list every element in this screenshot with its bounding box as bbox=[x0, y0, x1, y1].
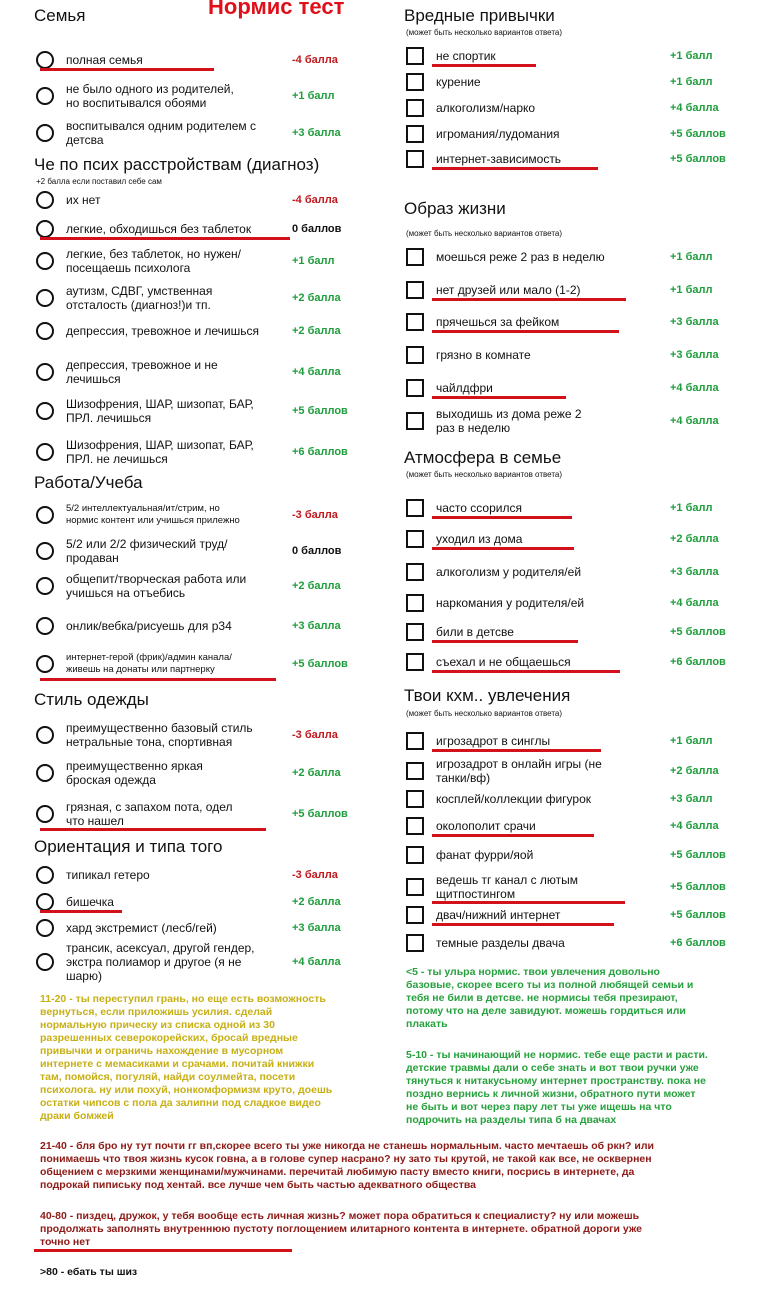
highlight-underline bbox=[432, 396, 566, 399]
radio-button[interactable] bbox=[36, 322, 54, 340]
option-points: +6 баллов bbox=[670, 937, 726, 949]
option-points: 0 баллов bbox=[292, 223, 342, 235]
highlight-underline bbox=[432, 670, 620, 673]
checkbox[interactable] bbox=[406, 762, 424, 780]
checkbox[interactable] bbox=[406, 281, 424, 299]
option-label: игрозадрот в синглы bbox=[436, 734, 551, 748]
checkbox[interactable] bbox=[406, 846, 424, 864]
option-label: хард экстремист (лесб/гей) bbox=[66, 921, 217, 935]
option-label: легкие, обходишься без таблеток bbox=[66, 222, 252, 236]
option-label: съехал и не общаешься bbox=[436, 655, 571, 669]
radio-button[interactable] bbox=[36, 191, 54, 209]
section-title: Твои кхм.. увлечения bbox=[404, 686, 571, 705]
option-label: часто ссорился bbox=[436, 501, 522, 515]
option-points: +1 балл bbox=[670, 735, 713, 747]
option-label: выходишь из дома реже 2 раз в неделю bbox=[436, 407, 582, 435]
option-label: околополит срачи bbox=[436, 819, 536, 833]
answer-option[interactable] bbox=[34, 611, 394, 641]
checkbox[interactable] bbox=[406, 790, 424, 808]
checkbox[interactable] bbox=[406, 878, 424, 896]
option-label: депрессия, тревожное и лечишься bbox=[66, 324, 259, 338]
option-label: били в детсве bbox=[436, 625, 514, 639]
radio-button[interactable] bbox=[36, 289, 54, 307]
checkbox[interactable] bbox=[406, 47, 424, 65]
answer-option[interactable] bbox=[404, 784, 764, 814]
option-label: игрозадрот в онлайн игры (не танки/вф) bbox=[436, 757, 602, 785]
highlight-underline bbox=[432, 64, 536, 67]
option-points: +1 балл bbox=[670, 284, 713, 296]
option-points: +3 балла bbox=[670, 316, 719, 328]
option-points: +3 балла bbox=[292, 922, 341, 934]
option-points: +3 балл bbox=[670, 793, 713, 805]
option-points: +1 балл bbox=[670, 50, 713, 62]
checkbox[interactable] bbox=[406, 563, 424, 581]
option-points: -3 балла bbox=[292, 509, 338, 521]
section-title: Стиль одежды bbox=[34, 690, 149, 709]
result-text: 5-10 - ты начинающий не нормис. тебе еще расти и расти. детские травмы дали о себе знать и вот твои ручки уже тянуться к нитакусьному интернет пространству. пока не поздно вернись к личной жизни, обратного пути может не быть и вот через пару лет ты уже ищешь на что подрочить на разделы типа б на двачах bbox=[406, 1049, 708, 1126]
highlight-underline bbox=[40, 68, 214, 71]
checkbox[interactable] bbox=[406, 346, 424, 364]
result-text: <5 - ты ульра нормис. твои увлечения довольно базовые, скорее всего ты из полной любящей семьи и тебя не били в детсве. не нормисы тебя презирают, потому что на деле завидуют. можешь гордиться или плакать bbox=[406, 966, 694, 1030]
radio-button[interactable] bbox=[36, 726, 54, 744]
checkbox[interactable] bbox=[406, 313, 424, 331]
option-label: темные разделы двача bbox=[436, 936, 565, 950]
checkbox[interactable] bbox=[406, 412, 424, 430]
radio-button[interactable] bbox=[36, 866, 54, 884]
option-points: +2 балла bbox=[292, 767, 341, 779]
radio-button[interactable] bbox=[36, 220, 54, 238]
checkbox[interactable] bbox=[406, 379, 424, 397]
option-points: +5 баллов bbox=[670, 128, 726, 140]
radio-button[interactable] bbox=[36, 252, 54, 270]
checkbox[interactable] bbox=[406, 125, 424, 143]
option-label: воспитывался одним родителем с детсва bbox=[66, 119, 256, 147]
answer-option[interactable] bbox=[404, 756, 764, 786]
option-label: Шизофрения, ШАР, шизопат, БАР, ПРЛ. лечишься bbox=[66, 397, 254, 425]
answer-option[interactable] bbox=[34, 118, 394, 148]
option-label: типикал гетеро bbox=[66, 868, 150, 882]
section-note: (может быть несколько вариантов ответа) bbox=[406, 709, 563, 718]
result-text: >80 - ебать ты шиз bbox=[40, 1266, 138, 1278]
answer-option[interactable] bbox=[34, 283, 394, 313]
option-points: +1 балл bbox=[670, 76, 713, 88]
radio-button[interactable] bbox=[36, 542, 54, 560]
option-label: депрессия, тревожное и не лечишься bbox=[66, 358, 218, 386]
radio-button[interactable] bbox=[36, 363, 54, 381]
option-points: +5 баллов bbox=[670, 881, 726, 893]
option-points: -3 балла bbox=[292, 869, 338, 881]
checkbox[interactable] bbox=[406, 99, 424, 117]
option-label: трансик, асексуал, другой гендер, экстра полиамор и другое (я не шарю) bbox=[66, 941, 255, 983]
option-points: -4 балла bbox=[292, 54, 338, 66]
highlight-underline bbox=[432, 923, 614, 926]
answer-option[interactable] bbox=[34, 758, 394, 788]
checkbox[interactable] bbox=[406, 732, 424, 750]
option-label: 5/2 или 2/2 физический труд/ продаван bbox=[66, 537, 228, 565]
checkbox[interactable] bbox=[406, 73, 424, 91]
answer-option[interactable] bbox=[404, 928, 764, 958]
option-label: наркомания у родителя/ей bbox=[436, 596, 585, 610]
option-points: +1 балл bbox=[292, 90, 335, 102]
radio-button[interactable] bbox=[36, 51, 54, 69]
option-points: +4 балла bbox=[670, 820, 719, 832]
option-label: преимущественно базовый стиль нетральные тона, спортивная bbox=[66, 721, 253, 749]
option-points: +5 баллов bbox=[292, 658, 348, 670]
radio-button[interactable] bbox=[36, 764, 54, 782]
option-points: +5 баллов bbox=[292, 405, 348, 417]
option-points: +5 баллов bbox=[670, 626, 726, 638]
option-points: +6 баллов bbox=[670, 656, 726, 668]
option-points: +1 балл bbox=[670, 251, 713, 263]
section-title: Семья bbox=[34, 6, 86, 25]
radio-button[interactable] bbox=[36, 655, 54, 673]
option-label: двач/нижний интернет bbox=[436, 908, 561, 922]
section-title: Работа/Учеба bbox=[34, 473, 143, 492]
highlight-underline bbox=[40, 828, 266, 831]
option-label: полная семья bbox=[66, 53, 143, 67]
answer-option[interactable] bbox=[34, 316, 394, 346]
option-label: не было одного из родителей, но воспитывался обоями bbox=[66, 82, 234, 110]
checkbox[interactable] bbox=[406, 623, 424, 641]
section-title: Атмосфера в семье bbox=[404, 448, 562, 467]
option-label: курение bbox=[436, 75, 481, 89]
option-label: интернет-зависимость bbox=[436, 152, 562, 166]
section-title: Образ жизни bbox=[404, 199, 506, 218]
option-label: игромания/лудомания bbox=[436, 127, 560, 141]
option-points: +3 балла bbox=[670, 349, 719, 361]
option-points: +3 балла bbox=[292, 127, 341, 139]
answer-option[interactable] bbox=[34, 649, 394, 679]
section-note: (может быть несколько вариантов ответа) bbox=[406, 470, 563, 479]
section-note: +2 балла если поставил себе сам bbox=[36, 177, 162, 186]
radio-button[interactable] bbox=[36, 506, 54, 524]
option-label: их нет bbox=[66, 193, 101, 207]
option-points: +3 балла bbox=[292, 620, 341, 632]
checkbox[interactable] bbox=[406, 248, 424, 266]
option-points: +2 балла bbox=[292, 896, 341, 908]
checkbox[interactable] bbox=[406, 906, 424, 924]
answer-option[interactable] bbox=[34, 799, 394, 829]
answer-option[interactable] bbox=[34, 720, 394, 750]
option-points: +4 балла bbox=[670, 415, 719, 427]
answer-option[interactable] bbox=[34, 81, 394, 111]
answer-option[interactable] bbox=[34, 357, 394, 387]
option-label: моешься реже 2 раз в неделю bbox=[436, 250, 605, 264]
answer-option[interactable] bbox=[34, 860, 394, 890]
option-points: +3 балла bbox=[670, 566, 719, 578]
option-points: +4 балла bbox=[670, 597, 719, 609]
checkbox[interactable] bbox=[406, 530, 424, 548]
option-label: уходил из дома bbox=[436, 532, 523, 546]
answer-option[interactable] bbox=[34, 571, 394, 601]
option-label: чайлдфри bbox=[436, 381, 493, 395]
option-label: косплей/коллекции фигурок bbox=[436, 792, 592, 806]
option-points: +2 балла bbox=[670, 765, 719, 777]
answer-option[interactable] bbox=[34, 913, 394, 943]
option-points: -3 балла bbox=[292, 729, 338, 741]
page-title: Нормис тест bbox=[208, 0, 345, 19]
highlight-underline bbox=[432, 298, 626, 301]
highlight-underline bbox=[34, 1249, 292, 1252]
option-points: +2 балла bbox=[670, 533, 719, 545]
option-label: не спортик bbox=[436, 49, 496, 63]
option-label: алкоголизм/нарко bbox=[436, 101, 536, 115]
radio-button[interactable] bbox=[36, 919, 54, 937]
answer-option[interactable] bbox=[34, 536, 394, 566]
option-label: аутизм, СДВГ, умственная отсталость (диагноз!)и тп. bbox=[66, 284, 213, 312]
answer-option[interactable] bbox=[404, 242, 764, 272]
option-points: 0 баллов bbox=[292, 545, 342, 557]
answer-option[interactable] bbox=[34, 500, 394, 530]
option-label: общепит/творческая работа или учишься на отъебись bbox=[66, 572, 247, 600]
option-label: грязно в комнате bbox=[436, 348, 531, 362]
highlight-underline bbox=[432, 640, 578, 643]
checkbox[interactable] bbox=[406, 150, 424, 168]
option-label: преимущественно яркая броская одежда bbox=[66, 759, 203, 787]
option-points: +2 балла bbox=[292, 292, 341, 304]
highlight-underline bbox=[40, 237, 290, 240]
highlight-underline bbox=[432, 330, 619, 333]
option-points: +1 балл bbox=[670, 502, 713, 514]
option-points: +4 балла bbox=[292, 366, 341, 378]
option-label: алкоголизм у родителя/ей bbox=[436, 565, 582, 579]
radio-button[interactable] bbox=[36, 402, 54, 420]
section-title: Ориентация и типа того bbox=[34, 837, 223, 856]
checkbox[interactable] bbox=[406, 817, 424, 835]
option-points: +5 баллов bbox=[670, 153, 726, 165]
option-label: грязная, с запахом пота, одел что нашел bbox=[66, 800, 233, 828]
option-points: +2 балла bbox=[292, 580, 341, 592]
option-label: бишечка bbox=[66, 895, 114, 909]
answer-option[interactable] bbox=[404, 872, 764, 902]
result-text: 11-20 - ты переступил грань, но еще есть возможность вернуться, если приложишь усилия. сделай нормальную прическу из списка одной из 30 разрешенных северокорейских, бросай вредные привычки и ограничь нахождение в мусорном интернете с мемасиками и срачами. почитай книжки там, помойся, погуляй, найди соулмейта, посети психолога. ну или похуй, нонкомформизм круто, доешь остатки чипсов с пола да залипни под сладкое видео драки бомжей bbox=[40, 993, 333, 1122]
answer-option[interactable] bbox=[404, 588, 764, 618]
radio-button[interactable] bbox=[36, 617, 54, 635]
answer-option[interactable] bbox=[404, 557, 764, 587]
option-label: фанат фурри/яой bbox=[436, 848, 534, 862]
answer-option[interactable] bbox=[34, 437, 394, 467]
highlight-underline bbox=[40, 678, 276, 681]
radio-button[interactable] bbox=[36, 443, 54, 461]
option-points: +5 баллов bbox=[292, 808, 348, 820]
radio-button[interactable] bbox=[36, 87, 54, 105]
checkbox[interactable] bbox=[406, 594, 424, 612]
option-points: +5 баллов bbox=[670, 849, 726, 861]
option-label: 5/2 интеллектуальная/ит/стрим, но нормис контент или учишься прилежно bbox=[66, 503, 240, 526]
answer-option[interactable] bbox=[34, 185, 394, 215]
highlight-underline bbox=[432, 749, 601, 752]
answer-option[interactable] bbox=[34, 396, 394, 426]
answer-option[interactable] bbox=[34, 246, 394, 276]
radio-button[interactable] bbox=[36, 805, 54, 823]
option-label: онлик/вебка/рисуешь для р34 bbox=[66, 619, 232, 633]
option-points: +4 балла bbox=[670, 382, 719, 394]
option-label: легкие, без таблеток, но нужен/ посещаешь психолога bbox=[66, 247, 241, 275]
radio-button[interactable] bbox=[36, 953, 54, 971]
section-note: (может быть несколько вариантов ответа) bbox=[406, 28, 563, 37]
option-label: ведешь тг канал с лютым щитпостингом bbox=[436, 873, 579, 901]
highlight-underline bbox=[432, 901, 625, 904]
answer-option[interactable] bbox=[34, 941, 394, 983]
option-label: интернет-герой (фрик)/админ канала/ живешь на донаты или партнерку bbox=[66, 652, 232, 675]
answer-option[interactable] bbox=[404, 340, 764, 370]
highlight-underline bbox=[432, 516, 572, 519]
checkbox[interactable] bbox=[406, 934, 424, 952]
radio-button[interactable] bbox=[36, 577, 54, 595]
option-label: Шизофрения, ШАР, шизопат, БАР, ПРЛ. не лечишься bbox=[66, 438, 254, 466]
result-text: 21-40 - бля бро ну тут почти гг вп,скорее всего ты уже никогда не станешь нормальным. часто мечтаешь об ркн? или понимаешь что твоя жизнь кусок говна, а в голове супер насрано? ну зато ты крутой, не такой как все, не осквернен общением с мерзкими женщинами/мужчинами. перечитай любимую пасту вместо книги, посрись в интернете, да подрокай пипиську под хентай. все лучше чем быть частью адекватного общества bbox=[40, 1140, 654, 1191]
highlight-underline bbox=[432, 547, 574, 550]
highlight-underline bbox=[40, 910, 122, 913]
highlight-underline bbox=[432, 167, 598, 170]
highlight-underline bbox=[432, 834, 594, 837]
option-points: +5 баллов bbox=[670, 909, 726, 921]
result-text: 40-80 - пиздец, дружок, у тебя вообще есть личная жизнь? может пора обратиться к специалисту? ну или можешь продолжать заполнять внутреннюю пустоту поглощением илитарного контента в интернете. обратной дороги уже точно нет bbox=[40, 1210, 642, 1248]
option-label: нет друзей или мало (1-2) bbox=[436, 283, 581, 297]
option-points: +1 балл bbox=[292, 255, 335, 267]
section-title: Вредные привычки bbox=[404, 6, 555, 25]
option-points: -4 балла bbox=[292, 194, 338, 206]
option-points: +4 балла bbox=[670, 102, 719, 114]
option-points: +4 балла bbox=[292, 956, 341, 968]
section-note: (может быть несколько вариантов ответа) bbox=[406, 229, 563, 238]
answer-option[interactable] bbox=[404, 840, 764, 870]
checkbox[interactable] bbox=[406, 653, 424, 671]
section-title: Че по псих расстройствам (диагноз) bbox=[34, 155, 320, 174]
radio-button[interactable] bbox=[36, 124, 54, 142]
radio-button[interactable] bbox=[36, 893, 54, 911]
option-label: прячешься за фейком bbox=[436, 315, 560, 329]
checkbox[interactable] bbox=[406, 499, 424, 517]
option-points: +2 балла bbox=[292, 325, 341, 337]
answer-option[interactable] bbox=[404, 406, 764, 436]
option-points: +6 баллов bbox=[292, 446, 348, 458]
